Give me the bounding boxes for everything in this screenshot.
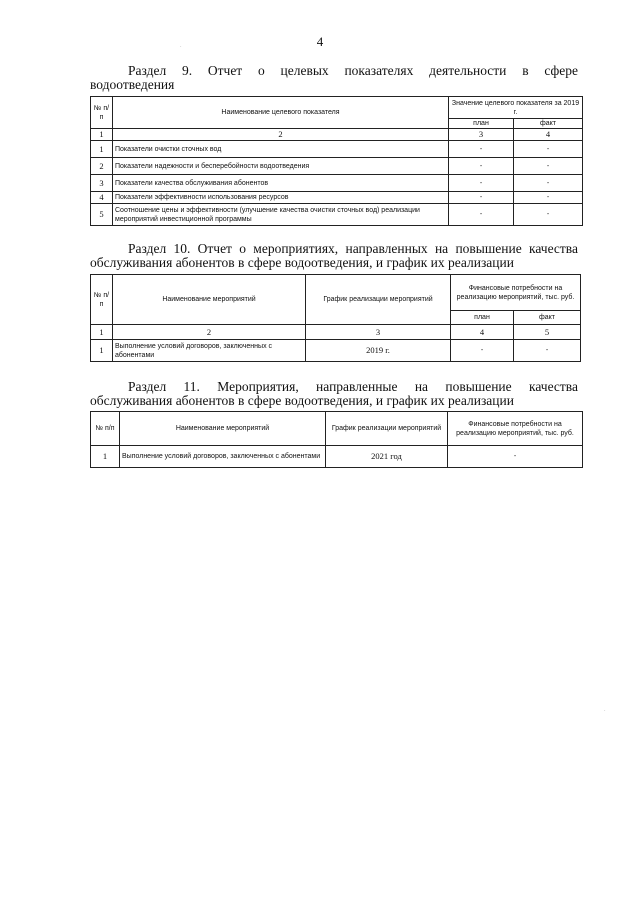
header-plan: план [449,119,514,129]
section-11-table [90,411,583,468]
section-9-table [90,96,583,226]
header-name: Наименование мероприятий [120,412,326,446]
table-row: 5 Соотношение цены и эффективности (улучшение качества очистки сточных вод) реализации мероприятий инвестиционной программы - - [91,204,583,226]
header-finance: Финансовые потребности на реализацию мероприятий, тыс. руб. [448,412,583,446]
table-row: 1 Выполнение условий договоров, заключенных с абонентами 2019 г. - - [91,340,581,362]
index-row: 1 2 3 4 [91,129,583,141]
header-fact: факт [514,311,581,325]
header-fact: факт [514,119,583,129]
table-row: 2 Показатели надежности и бесперебойности водоотведения - - [91,158,583,175]
header-plan: план [451,311,514,325]
table-row: 1 Выполнение условий договоров, заключенных с абонентами 2021 год - [91,446,583,468]
page-number: 4 [316,34,324,49]
header-name: Наименование целевого показателя [113,97,449,129]
header-num: № п/п [91,275,113,325]
header-num: № п/п [91,97,113,129]
header-schedule: График реализации мероприятий [326,412,448,446]
table-row: 4 Показатели эффективности использования ресурсов - - [91,192,583,204]
table-row: 1 Показатели очистки сточных вод - - [91,141,583,158]
header-name: Наименование мероприятий [113,275,306,325]
scan-speck: · [180,44,182,50]
section-9-title: Раздел 9. Отчет о целевых показателях деятельности в сфере водоотведения [90,63,578,92]
section-10-title: Раздел 10. Отчет о мероприятиях, направленных на повышение качества обслуживания абонентов в сфере водоотведения, и график их реализации [90,241,578,270]
header-num: № п/п [91,412,120,446]
table-row: 3 Показатели качества обслуживания абонентов - - [91,175,583,192]
header-schedule: График реализации мероприятий [306,275,451,325]
header-value: Значение целевого показателя за 2019 г. [449,97,583,119]
index-row: 1 2 3 4 5 [91,325,581,340]
header-finance: Финансовые потребности на реализацию мероприятий, тыс. руб. [451,275,581,311]
scan-speck: · [604,708,606,714]
section-10-table [90,274,581,362]
section-11-title: Раздел 11. Мероприятия, направленные на повышение качества обслуживания абонентов в сфере водоотведения, и график их реализации [90,379,578,408]
